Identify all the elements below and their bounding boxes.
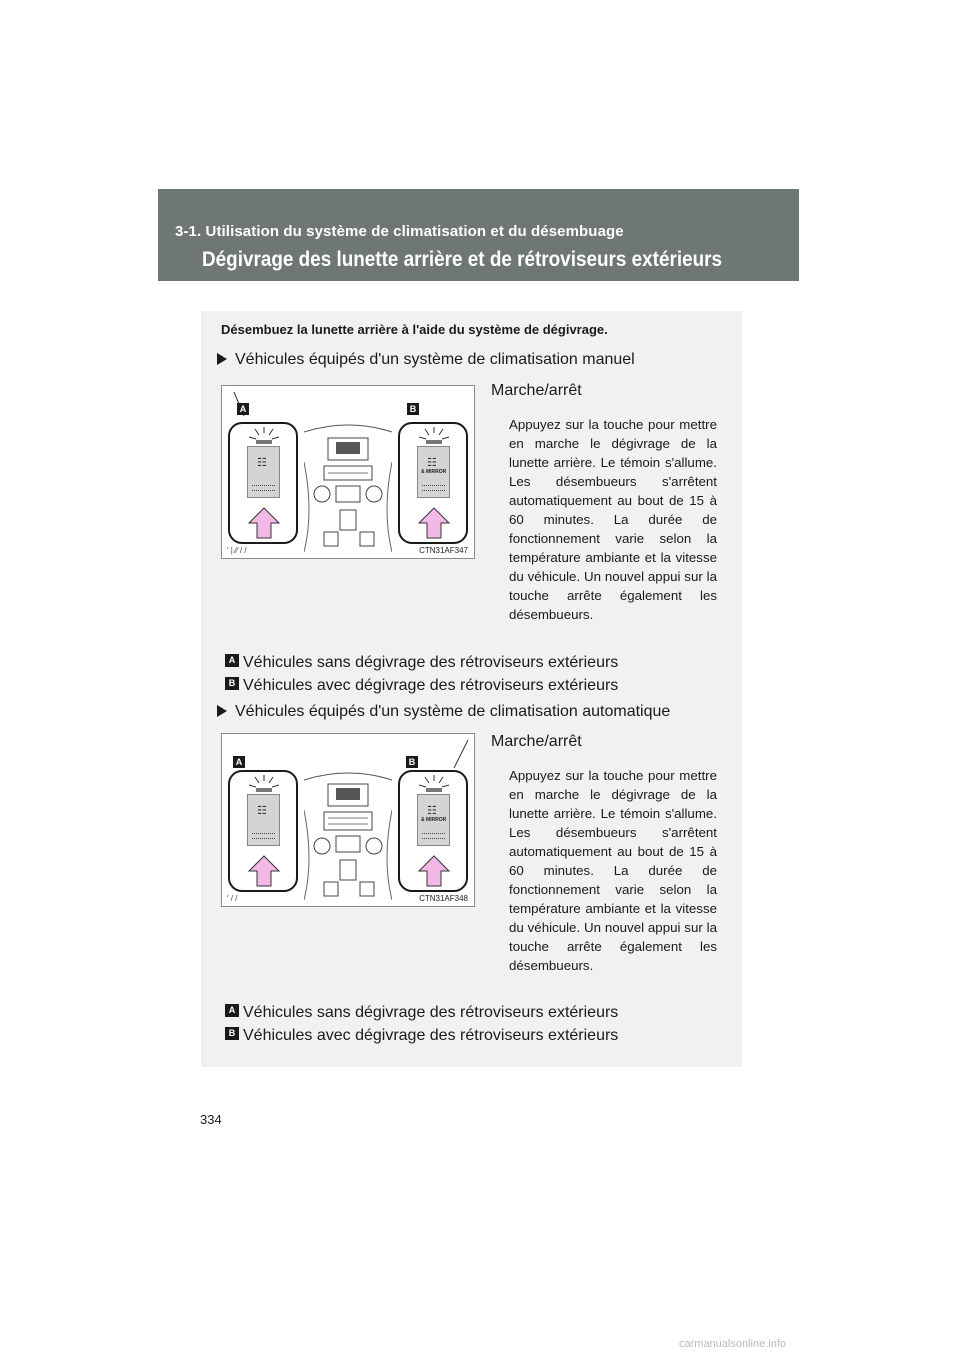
dashboard-illustration [304,770,392,900]
auto-ac-figure [221,733,475,907]
defogger-mirror-switch [417,446,450,498]
variant-b-label: Véhicules avec dégivrage des rétroviseurs extérieurs [243,677,619,694]
section-header [158,189,799,281]
switch-dots [422,485,445,491]
variant-a-label: Véhicules sans dégivrage des rétroviseurs extérieurs [243,654,619,671]
variant-a-label: Véhicules sans dégivrage des rétroviseurs extérieurs [243,1004,619,1021]
defogger-switch [247,446,280,498]
defogger-switch [247,794,280,846]
manual-ac-label: Véhicules équipés d'un système de climatisation manuel [235,351,635,368]
press-arrow-icon [247,506,281,540]
auto-ac-bullet [217,703,670,721]
intro-text: Désembuez la lunette arrière à l'aide du système de dégivrage. [221,322,608,337]
badge-b-icon: B [225,1027,239,1040]
light-rays-icon [246,774,282,794]
light-rays-icon [246,426,282,446]
triangle-bullet-icon [217,705,227,717]
badge-b: B [406,756,418,768]
auto-paragraph: Appuyez sur la touche pour mettre en marche le dégivrage de la lunette arrière. Le témoin s'allume. Les désembueurs s'arrêtent automatiquement au bout de 15 à 60 minutes. La durée de fonctionnement varie selon la température ambiante et la vitesse du véhicule. Un nouvel appui sur la touche arrête également les désembueurs. [509,768,717,973]
manual-subhead: Marche/arrêt [491,382,582,399]
manual-variant-b [225,677,618,695]
rear-defrost-icon: ☷ [257,457,267,469]
defogger-mirror-switch [417,794,450,846]
rear-defrost-icon: ☷ [427,805,437,817]
light-rays-icon [416,426,452,446]
switch-dots [252,485,275,491]
figure-id: CTN31AF348 [419,894,468,903]
variant-b-label: Véhicules avec dégivrage des rétroviseurs extérieurs [243,1027,619,1044]
manual-ac-figure [221,385,475,559]
switch-dots [422,833,445,839]
badge-a: A [233,756,245,768]
figure-marks: ′ / / [227,894,238,903]
diagonal-line-icon [450,738,470,770]
rear-defrost-icon: ☷ [257,805,267,817]
section-label: 3-1. Utilisation du système de climatisation et du désembuage [175,223,624,240]
figure-id: CTN31AF347 [419,546,468,555]
dashboard-illustration [304,422,392,552]
badge-a-icon: A [225,654,239,667]
switch-dots [252,833,275,839]
light-rays-icon [416,774,452,794]
badge-b: B [407,403,419,415]
rear-defrost-icon: ☷ [427,457,437,469]
auto-ac-label: Véhicules équipés d'un système de climatisation automatique [235,703,671,720]
figure-marks: ′ | ⁄⁄ / / [227,546,247,555]
callout-a [228,770,298,892]
press-arrow-icon [247,854,281,888]
press-arrow-icon [417,854,451,888]
auto-variant-a [225,1004,618,1022]
manual-paragraph: Appuyez sur la touche pour mettre en marche le dégivrage de la lunette arrière. Le témoin s'allume. Les désembueurs s'arrêtent automatiquement au bout de 15 à 60 minutes. La durée de fonctionnement varie selon la température ambiante et la vitesse du véhicule. Un nouvel appui sur la touche arrête également les désembueurs. [509,417,717,622]
auto-subhead: Marche/arrêt [491,733,582,750]
mirror-label: & MIRROR [421,469,447,475]
mirror-label: & MIRROR [421,817,447,823]
manual-ac-bullet [217,351,635,369]
auto-variant-b [225,1027,618,1045]
content-panel [201,311,742,1067]
badge-a: A [237,403,249,415]
badge-a-icon: A [225,1004,239,1017]
page-title: Dégivrage des lunette arrière et de rétroviseurs extérieurs [202,248,723,271]
callout-b [398,422,468,544]
press-arrow-icon [417,506,451,540]
badge-b-icon: B [225,677,239,690]
callout-a [228,422,298,544]
triangle-bullet-icon [217,353,227,365]
callout-b [398,770,468,892]
manual-variant-a [225,654,618,672]
page-number: 334 [200,1112,222,1127]
watermark: carmanualsonline.info [679,1338,787,1350]
